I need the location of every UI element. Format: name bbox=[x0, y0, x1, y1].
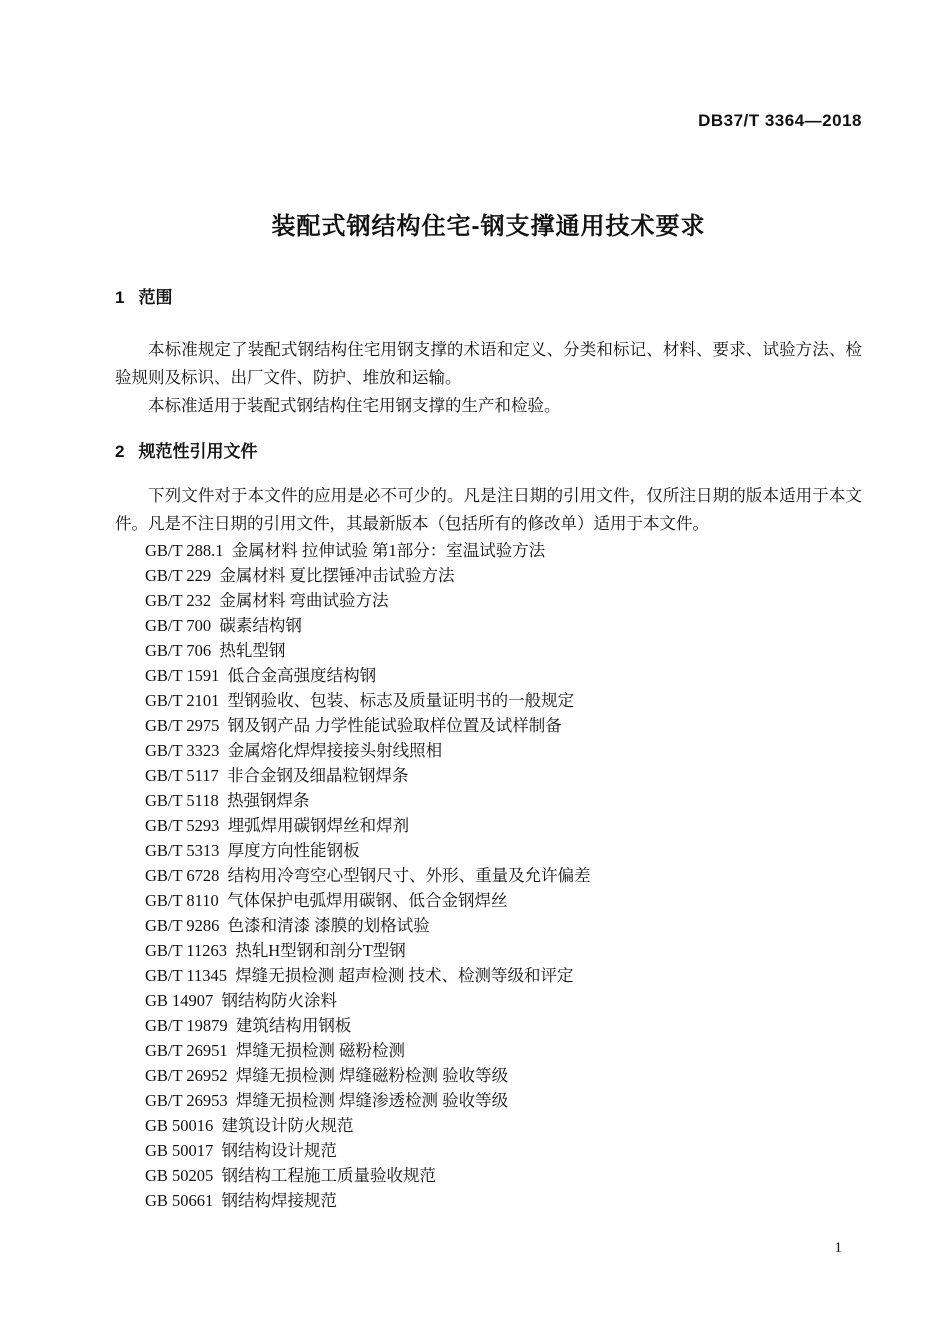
document-title: 装配式钢结构住宅-钢支撑通用技术要求 bbox=[271, 213, 706, 240]
section-2-heading bbox=[115, 440, 862, 464]
reference-item: GB/T 8110 气体保护电弧焊用碳钢、低合金钢焊丝 bbox=[145, 891, 508, 910]
reference-item: GB/T 2101 型钢验收、包装、标志及质量证明书的一般规定 bbox=[145, 691, 575, 710]
reference-item: GB/T 26953 焊缝无损检测 焊缝渗透检测 验收等级 bbox=[145, 1091, 509, 1110]
reference-item: GB/T 6728 结构用冷弯空心型钢尺寸、外形、重量及允许偏差 bbox=[145, 866, 591, 885]
section-1-heading bbox=[115, 286, 862, 310]
reference-item: GB/T 1591 低合金高强度结构钢 bbox=[145, 666, 377, 685]
document-header bbox=[115, 110, 862, 132]
references-intro-paragraph: 下列文件对于本文件的应用是必不可少的。凡是注日期的引用文件，仅所注日期的版本适用于本文件。凡是不注日期的引用文件，其最新版本（包括所有的修改单）适用于本文件。 bbox=[115, 486, 862, 533]
reference-item: GB/T 26951 焊缝无损检测 磁粉检测 bbox=[145, 1041, 406, 1060]
reference-item: GB/T 19879 建筑结构用钢板 bbox=[145, 1016, 352, 1035]
section-1-title: 范围 bbox=[138, 288, 173, 307]
reference-item: GB/T 11345 焊缝无损检测 超声检测 技术、检测等级和评定 bbox=[145, 966, 574, 985]
section-scope bbox=[115, 286, 862, 420]
reference-item: GB/T 5313 厚度方向性能钢板 bbox=[145, 841, 360, 860]
reference-item: GB/T 5117 非合金钢及细晶粒钢焊条 bbox=[145, 766, 409, 785]
reference-item: GB/T 11263 热轧H型钢和剖分T型钢 bbox=[145, 941, 406, 960]
reference-item: GB/T 232 金属材料 弯曲试验方法 bbox=[145, 591, 389, 610]
reference-list bbox=[115, 538, 862, 1213]
reference-item: GB 50016 建筑设计防火规范 bbox=[145, 1116, 354, 1135]
scope-paragraph-2: 本标准适用于装配式钢结构住宅用钢支撑的生产和检验。 bbox=[148, 396, 561, 415]
reference-item: GB/T 9286 色漆和清漆 漆膜的划格试验 bbox=[145, 916, 430, 935]
section-normative-references bbox=[115, 440, 862, 1213]
scope-paragraph-1: 本标准规定了装配式钢结构住宅用钢支撑的术语和定义、分类和标记、材料、要求、试验方法、检验规则及标识、出厂文件、防护、堆放和运输。 bbox=[115, 340, 862, 387]
section-2-number: 2 bbox=[115, 442, 125, 461]
section-1-number: 1 bbox=[115, 288, 125, 307]
reference-item: GB 50205 钢结构工程施工质量验收规范 bbox=[145, 1166, 437, 1185]
page-footer bbox=[835, 1238, 843, 1258]
page-number: 1 bbox=[834, 1240, 842, 1256]
reference-item: GB/T 5293 埋弧焊用碳钢焊丝和焊剂 bbox=[145, 816, 410, 835]
reference-item: GB/T 5118 热强钢焊条 bbox=[145, 791, 310, 810]
section-2-title: 规范性引用文件 bbox=[138, 442, 258, 461]
reference-item: GB/T 706 热轧型钢 bbox=[145, 641, 286, 660]
reference-item: GB/T 700 碳素结构钢 bbox=[145, 616, 302, 635]
reference-item: GB/T 2975 钢及钢产品 力学性能试验取样位置及试样制备 bbox=[145, 716, 562, 735]
reference-item: GB/T 288.1 金属材料 拉伸试验 第1部分：室温试验方法 bbox=[145, 541, 546, 560]
reference-item: GB/T 3323 金属熔化焊焊接接头射线照相 bbox=[145, 741, 443, 760]
reference-item: GB 14907 钢结构防火涂料 bbox=[145, 991, 338, 1010]
reference-item: GB 50017 钢结构设计规范 bbox=[145, 1141, 338, 1160]
reference-item: GB/T 229 金属材料 夏比摆锤冲击试验方法 bbox=[145, 566, 455, 585]
doc-number: DB37/T 3364—2018 bbox=[698, 111, 862, 130]
reference-item: GB/T 26952 焊缝无损检测 焊缝磁粉检测 验收等级 bbox=[145, 1066, 509, 1085]
reference-item: GB 50661 钢结构焊接规范 bbox=[145, 1191, 338, 1210]
